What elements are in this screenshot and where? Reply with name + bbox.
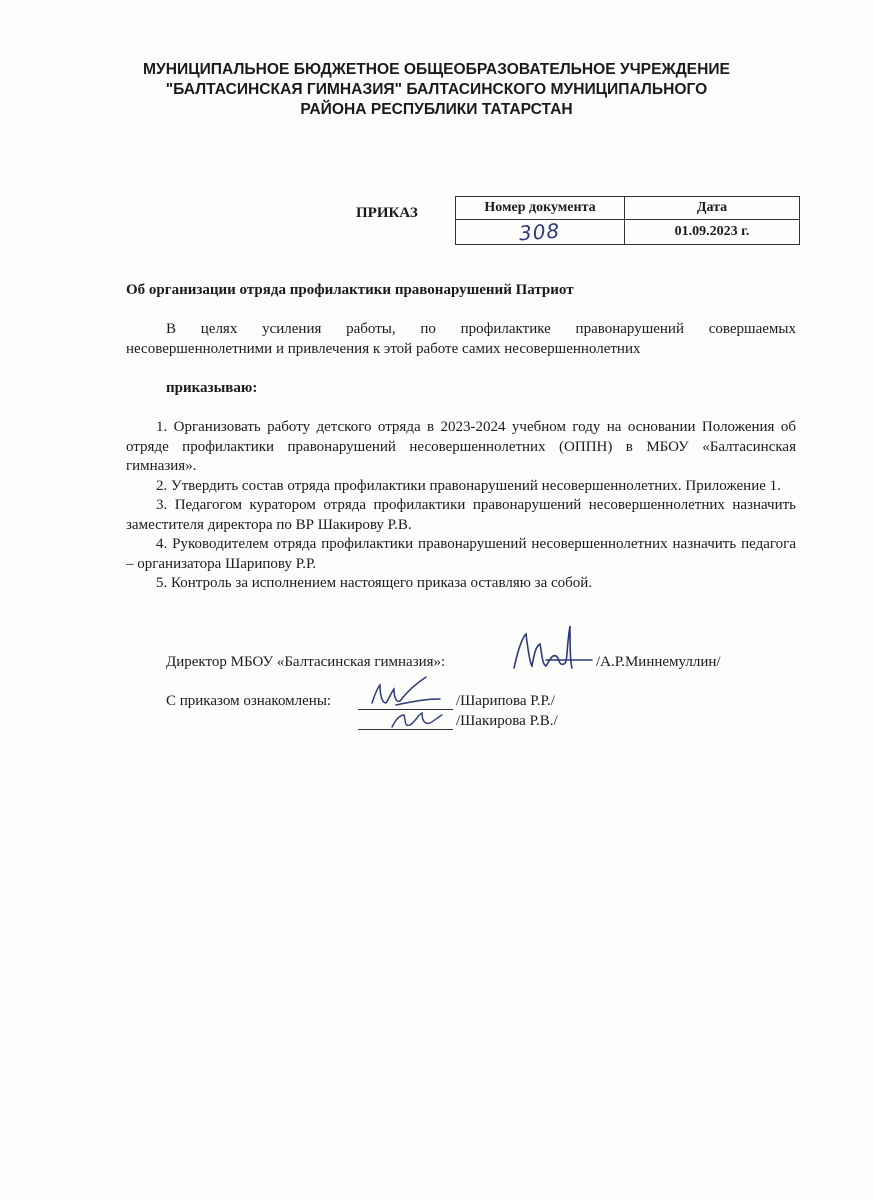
order-item-5: 5. Контроль за исполнением настоящего приказа оставляю за собой. [156,575,593,591]
document-date: 01.09.2023 г. [625,220,800,245]
order-item-4: 4. Руководителем отряда профилактики правонарушений несовершеннолетних назначить педагога – организатора Шарипову Р.Р. [126,536,796,572]
institution-header [60,60,813,120]
director-signature-block [166,654,806,678]
acknowledged-label: С приказом ознакомлены: [166,693,332,709]
orders-title: приказываю: [166,380,258,396]
director-label: Директор МБОУ «Балтасинская гимназия»: [166,654,446,670]
order-item-2: 2. Утвердить состав отряда профилактики правонарушений несовершеннолетних. Приложение 1. [156,477,781,494]
acknowledgement-block [166,693,806,743]
order-items [126,418,796,594]
order-item-1: 1. Организовать работу детского отряда в 2023-2024 учебном году на основании Положения об отряде профилактики правонарушений несовершеннолетних (ОППН) в МБОУ «Балтасинская гимназия». [126,419,796,474]
signature-shakirova [386,705,446,733]
order-item-3: 3. Педагогом куратором отряда профилактики правонарушений несовершеннолетних назначить заместителя директора по ВР Шакирову Р.В. [126,497,796,533]
order-label: ПРИКАЗ [356,205,418,221]
date-header: Дата [625,197,800,220]
document-number-cell [456,220,625,245]
header-line-2: "БАЛТАСИНСКАЯ ГИМНАЗИЯ" БАЛТАСИНСКОГО МУНИЦИПАЛЬНОГО [165,81,708,98]
number-header: Номер документа [456,197,625,220]
director-name: /А.Р.Миннемуллин/ [596,654,721,670]
document-number: 308 [518,218,562,246]
header-line-1: МУНИЦИПАЛЬНОЕ БЮДЖЕТНОЕ ОБЩЕОБРАЗОВАТЕЛЬНОЕ УЧРЕЖДЕНИЕ [143,61,730,78]
ack-name-2: /Шакирова Р.В./ [456,713,558,729]
order-info-table [455,196,800,245]
header-line-3: РАЙОНА РЕСПУБЛИКИ ТАТАРСТАН [300,101,573,118]
director-signature [506,620,596,680]
order-subject: Об организации отряда профилактики правонарушений Патриот [126,282,574,298]
intro-paragraph: В целях усиления работы, по профилактике правонарушений совершаемых несовершеннолетними и привлечения к этой работе самих несовершеннолетних [126,321,796,357]
ack-name-1: /Шарипова Р.Р./ [456,693,555,709]
